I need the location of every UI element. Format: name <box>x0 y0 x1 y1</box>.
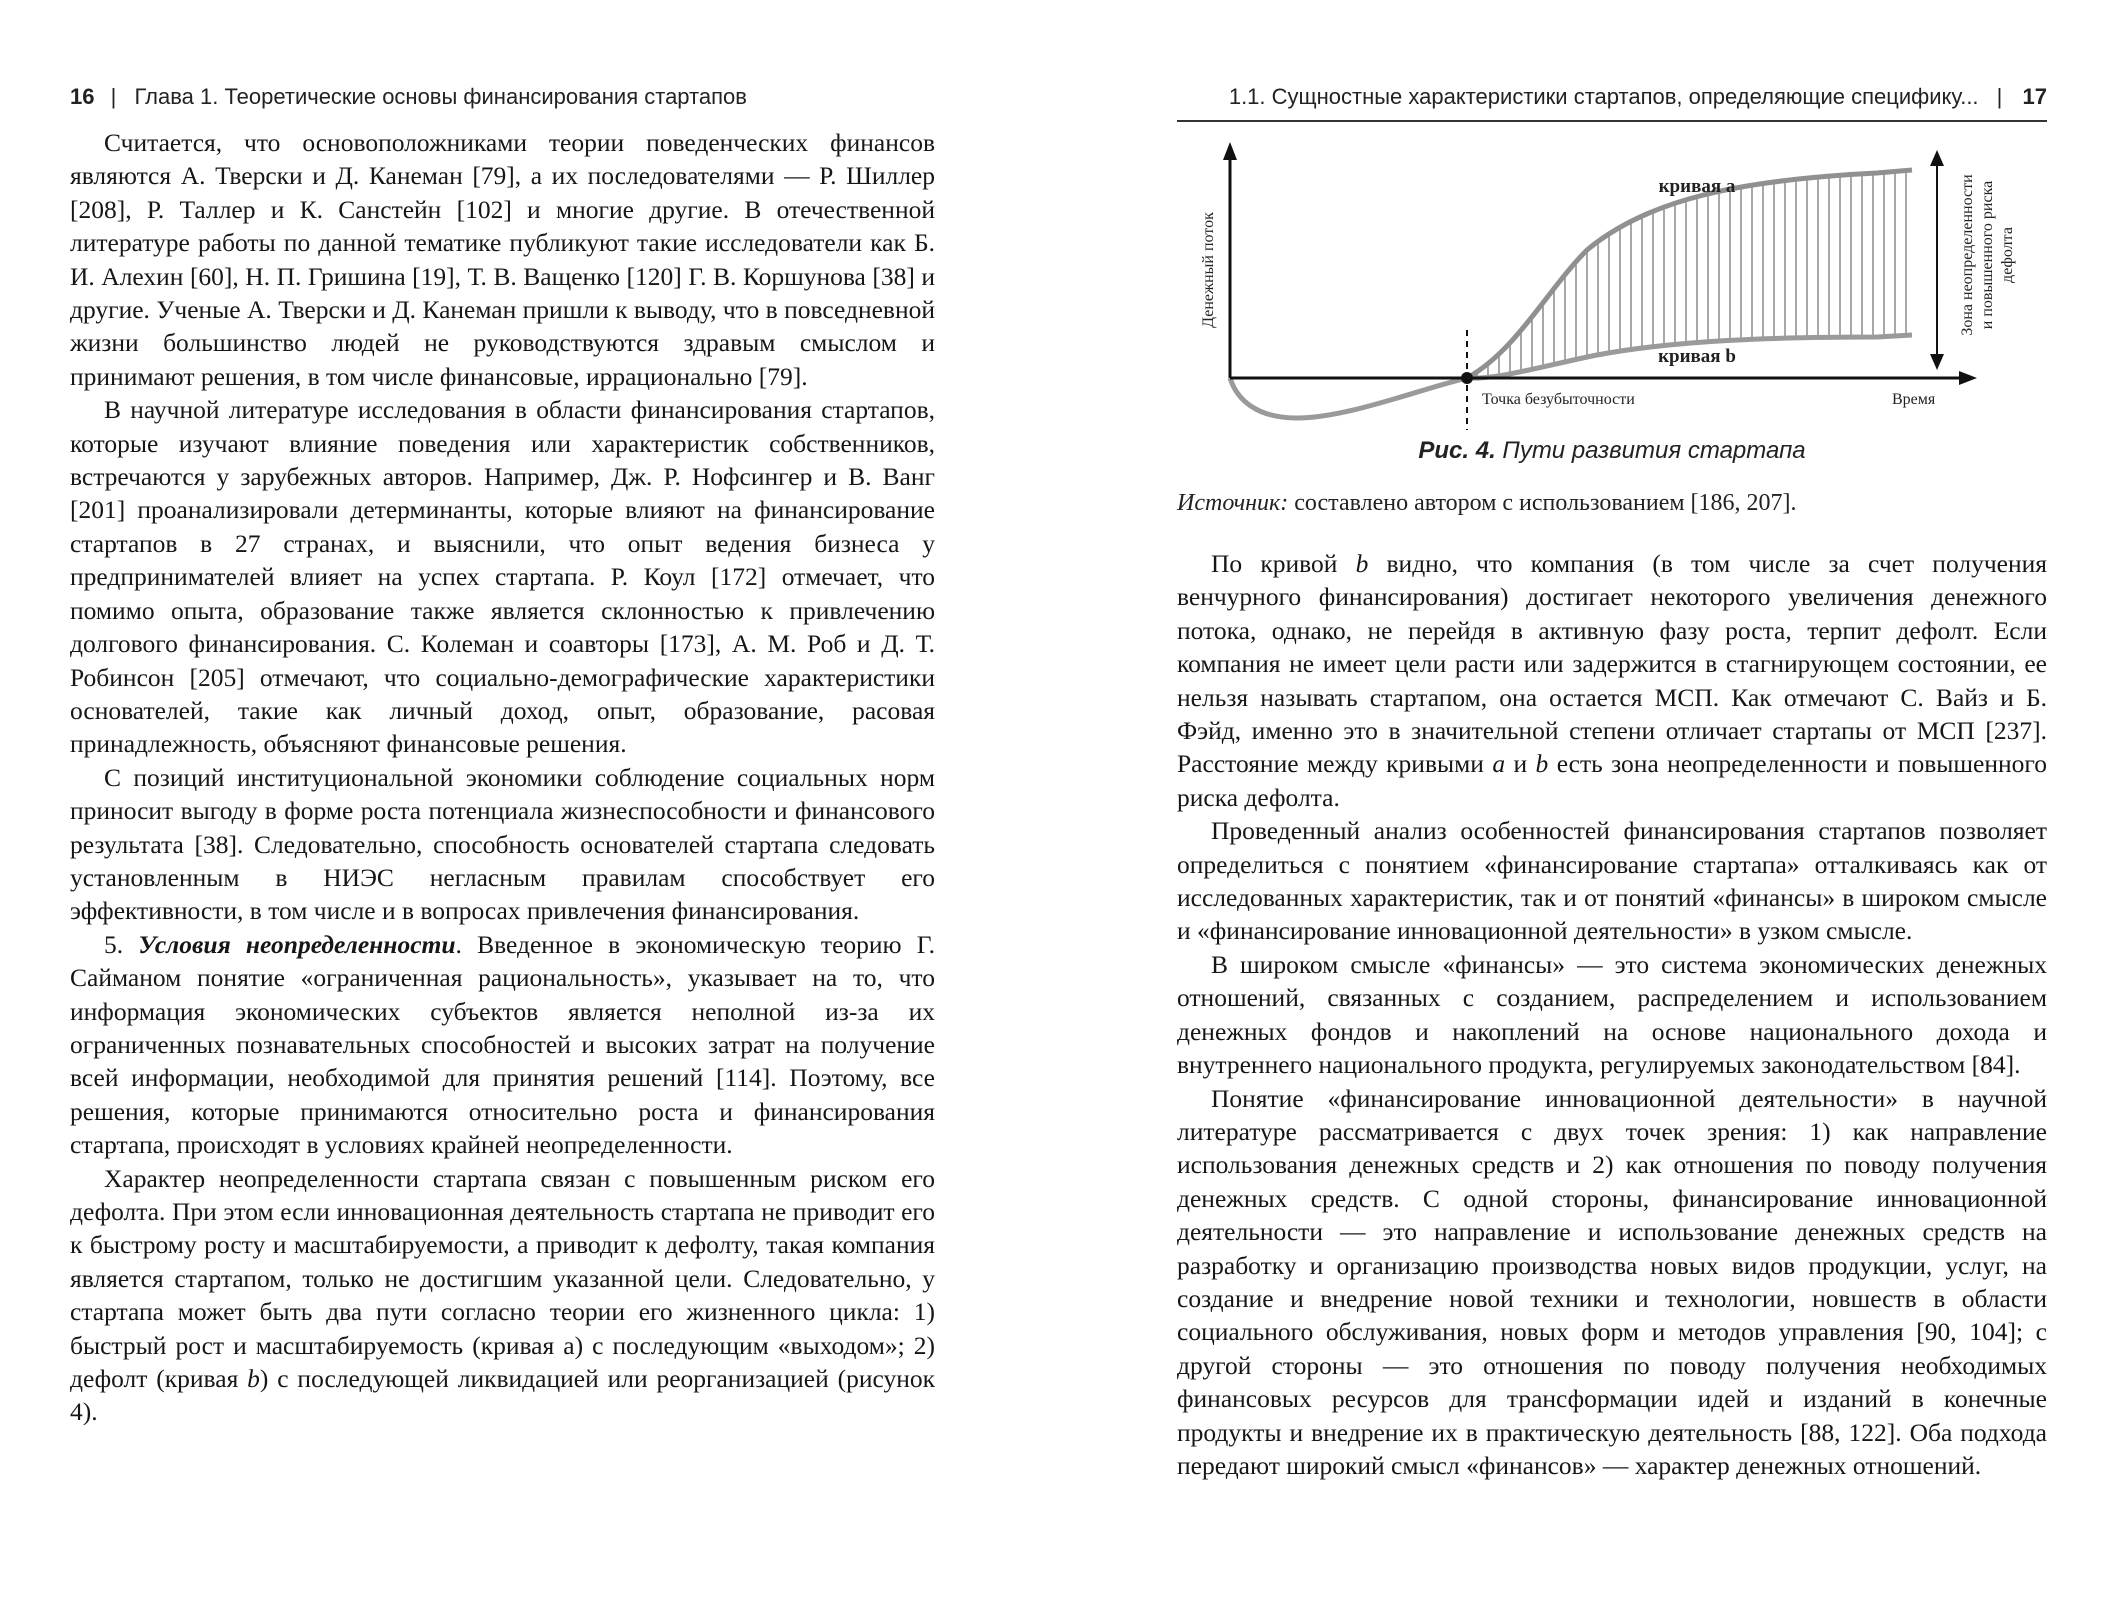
paragraph <box>1177 547 2047 814</box>
paragraph: Понятие «финансирование инновационной деятельности» в научной литературе рассматривается с двух точек зрения: 1) как направление использования денежных средств и 2) как отношения по поводу получения денежных средств. С одной стороны, финансирование инновационной деятельности — это направление и использование денежных средств на разработку и организацию производства новых видов продукции, услуг, на создание и внедрение новой техники и технологии, новшеств в области социального обслуживания, новых форм и методов управления [90, 104]; с другой стороны — это отношения по поводу получения необходимых финансовых ресурсов для трансформации идей и изданий в конечные продукты и внедрение их в практическую деятельность [88, 122]. Оба подхода передают широкий смысл «финансов» — характер денежных отношений. <box>1177 1083 2047 1480</box>
curve-letter: b <box>1535 749 1549 779</box>
paragraph <box>70 928 935 1162</box>
figure-caption-text: Пути развития стартапа <box>1502 437 1806 464</box>
source-text: составлено автором с использованием [186, 207]. <box>1294 490 1797 516</box>
figure-caption-label: Рис. 4. <box>1418 437 1496 464</box>
zone-label-line3: дефолта <box>1999 227 2016 283</box>
paragraph-text: есть зона неопределенности и повышенного риска дефолта. <box>1177 749 2047 812</box>
zone-label-line2: и повышенного риска <box>1979 180 1996 330</box>
right-page <box>1177 0 2047 1622</box>
curve-letter: b <box>1355 549 1369 578</box>
source-label: Источник: <box>1177 490 1289 516</box>
right-running-head <box>1177 84 2047 110</box>
paragraph-text: . Введенное в экономическую теорию Г. Сайманом понятие «ограниченная рациональность», указывает на то, что информация экономических субъектов является неполной из-за их ограниченных познавательных способностей и высоких затрат на получение всей информации, необходимой для принятия решений [114]. Поэтому, все решения, которые принимаются относительно роста и финансирования стартапа, происходят в условиях крайней неопределенности. <box>70 929 935 1160</box>
curve-b-label: кривая b <box>1658 346 1736 367</box>
paragraph: В научной литературе исследования в области финансирования стартапов, которые изучают влияние поведения или характеристик собственников, встречаются у зарубежных авторов. Например, Дж. Р. Нофсингер и В. Ванг [201] проанализировали детерминанты, которые влияют на финансирование стартапов в 27 странах, и выяснили, что опыт ведения бизнеса у предпринимателей влияет на успех стартапа. Р. Коул [172] отмечает, что помимо опыта, образование также является склонностью к привлечению долгового финансирования. С. Колеман и соавторы [173], А. М. Роб и Д. Т. Робинсон [205] отмечают, что социально-демографические характеристики основателей, такие как личный доход, опыт, образование, расовая принадлежность, объясняют финансовые решения. <box>70 395 935 759</box>
conjunction: и <box>1505 749 1536 779</box>
paragraph <box>70 1162 935 1429</box>
zone-arrow-down-icon <box>1930 354 1944 370</box>
paragraph: В широком смысле «финансы» — это система экономических денежных отношений, связанных с созданием, распределением и использованием денежных фондов и накоплений на основе национального дохода и внутреннего национального продукта, регулируемых законодательством [84]. <box>1177 949 2047 1080</box>
paragraph: Считается, что основоположниками теории поведенческих финансов являются А. Тверски и Д. Канеман [79], а их последователями — Р. Шиллер [208], Р. Таллер и К. Санстейн [102] и многие другие. В отечественной литературе работы по данной тематике публикуют такие исследователи как Б. И. Алехин [60], Н. П. Гришина [19], Т. В. Ващенко [120] Г. В. Коршунова [38] и другие. Ученые А. Тверски и Д. Канеман пришли к выводу, что в повседневной жизни большинство людей не руководствуются здравым смыслом и принимают решения, в том числе финансовые, иррационально [79]. <box>70 128 935 391</box>
y-axis-arrow-icon <box>1223 142 1237 160</box>
curve-a-label: кривая а <box>1658 176 1736 197</box>
left-header-title: Глава 1. Теоретические основы финансирования стартапов <box>134 84 747 109</box>
paragraph-text: ) с последующей ликвидацией или реорганизацией (рисунок 4). <box>70 1364 935 1427</box>
right-header-title: 1.1. Сущностные характеристики стартапов, определяющие специфику... <box>1228 84 1979 109</box>
zone-label-line1: Зона неопределенности <box>1959 174 1976 336</box>
left-page <box>70 0 935 1622</box>
left-running-head <box>70 84 935 110</box>
right-header-separator: | <box>1996 84 2003 109</box>
breakeven-label: Точка безубыточности <box>1482 391 1635 408</box>
right-page-number: 17 <box>2022 84 2047 109</box>
list-number: 5. <box>104 929 139 959</box>
figure-diagram <box>1177 140 2047 430</box>
curve-letter: b <box>247 1364 260 1394</box>
left-page-number: 16 <box>70 84 95 109</box>
breakeven-point <box>1461 372 1473 384</box>
figure-startup-paths <box>1177 140 2047 480</box>
paragraph: Проведенный анализ особенностей финансирования стартапов позволяет определиться с понятием «финансирование стартапа» отталкиваясь как от исследованных характеристик, так и от понятий «финансы» в широком смысле и «финансирование инновационной деятельности» в узком смысле. <box>1177 816 2047 946</box>
x-axis-label: Время <box>1892 391 1936 408</box>
curve-letter: a <box>1492 749 1506 779</box>
right-body-text <box>1177 547 2047 1482</box>
header-rule <box>1177 120 2047 122</box>
figure-caption <box>1177 437 2047 465</box>
figure-source <box>1177 490 2047 517</box>
x-axis-arrow-icon <box>1959 371 1977 385</box>
zone-arrow-up-icon <box>1930 150 1944 166</box>
y-axis-label: Денежный поток <box>1200 212 1217 328</box>
left-header-separator: | <box>110 84 117 109</box>
paragraph-text: видно, что компания (в том числе за счет получения венчурного финансирования) достигает некоторого увеличения денежного потока, однако, не перейдя в активную фазу роста, терпит дефолт. Если компания не имеет цели расти или задержится в стагнирующем состоянии, ее нельзя называть стартапом, она остается МСП. Как отмечают С. Вайз и Б. Фэйд, именно это в значительной степени отличает стартапы от МСП [237]. Расстояние между кривыми <box>1177 549 2047 779</box>
left-body-text <box>70 126 935 1429</box>
paragraph-text: Характер неопределенности стартапа связан с повышенным риском его дефолта. При этом если инновационная деятельность стартапа не приводит его к быстрому росту и масштабируемости, а приводит к дефолту, такая компания является стартапом, только не достигшим указанной цели. Следовательно, у стартапа может быть два пути согласно теории его жизненного цикла: 1) быстрый рост и масштабируемость (кривая а) с последующим «выходом»; 2) дефолт (кривая <box>70 1163 935 1394</box>
emphasis-term: Условия неопределенности <box>138 929 456 959</box>
paragraph-text: По кривой <box>1211 549 1356 578</box>
paragraph: С позиций институциональной экономики соблюдение социальных норм приносит выгоду в форме роста потенциала жизнеспособности и финансового результата [38]. Следовательно, способность основателей стартапа следовать установленным в НИЭС негласным правилам способствует его эффективности, в том числе и в вопросах привлечения финансирования. <box>70 762 935 926</box>
